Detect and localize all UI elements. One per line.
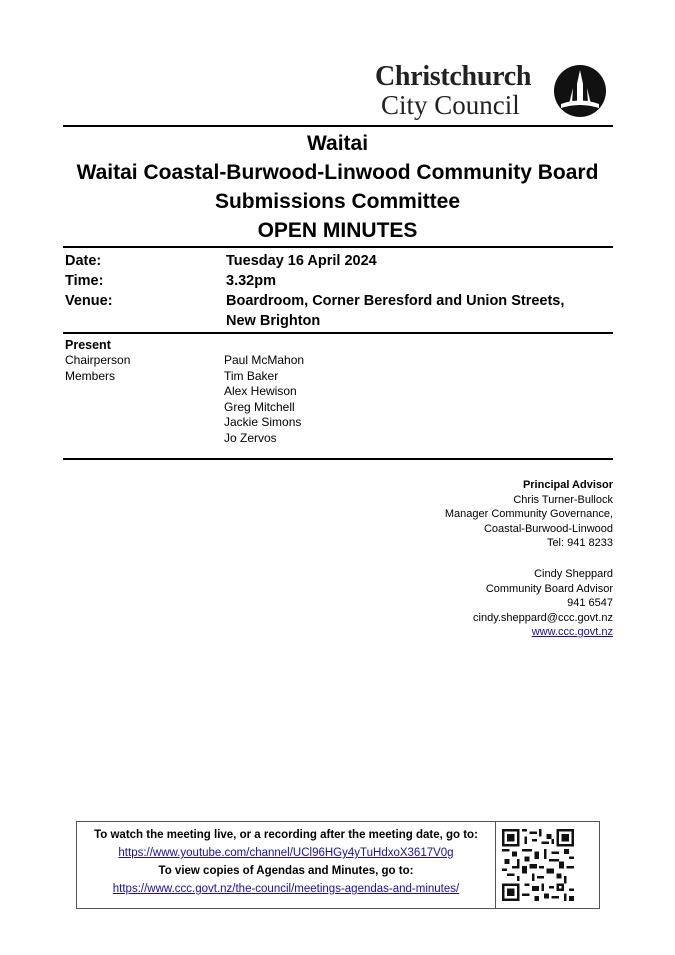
member-name: Jo Zervos [224,431,277,445]
title-rule [63,246,613,248]
logo-text-line2: City Council [381,90,520,120]
watch-instructions: To watch the meeting live, or a recording after the meeting date, go to: [94,829,478,841]
youtube-channel-link[interactable]: https://www.youtube.com/channel/UCl96HGy4yTuHdxoX3617V0g [118,847,454,859]
title-line-1: Waitai [306,132,369,155]
venue-line-1: Boardroom, Corner Beresford and Union Streets, [226,293,565,309]
present-rule [63,458,613,460]
board-advisor-phone: 941 6547 [567,597,613,609]
date-value: Tuesday 16 April 2024 [226,253,377,269]
agendas-minutes-link[interactable]: https://www.ccc.govt.nz/the-council/meetings-agendas-and-minutes/ [112,883,460,895]
venue-label: Venue: [65,293,113,309]
board-advisor-email: cindy.sheppard@ccc.govt.nz [473,611,613,624]
qr-code-icon [502,829,574,901]
member-name: Tim Baker [224,369,279,383]
time-label: Time: [65,273,104,289]
council-website-link[interactable]: www.ccc.govt.nz [531,626,613,638]
agenda-instructions: To view copies of Agendas and Minutes, go to: [158,865,414,877]
board-advisor-block [473,567,613,640]
present-heading: Present [65,338,111,352]
time-value: 3.32pm [226,273,276,289]
venue-line-2: New Brighton [226,313,321,329]
footer-box [76,821,600,909]
advisor-name: Chris Turner-Bullock [513,493,613,506]
chairperson-name: Paul McMahon [224,353,305,367]
advisor-title-line-2: Coastal-Burwood-Linwood [483,522,613,535]
chairperson-role: Chairperson [65,353,131,367]
members-role: Members [65,369,116,383]
board-advisor-name: Cindy Sheppard [534,568,613,580]
footer-divider [495,822,496,908]
principal-advisor-block [445,478,613,551]
principal-advisor-heading: Principal Advisor [522,479,613,491]
council-logo [375,62,615,122]
header-rule [63,125,613,127]
info-rule [63,332,613,334]
title-line-4: OPEN MINUTES [257,219,418,242]
board-advisor-title: Community Board Advisor [485,582,613,595]
advisor-phone: Tel: 941 8233 [546,537,613,549]
date-label: Date: [65,253,102,269]
member-name: Alex Hewison [224,384,297,398]
advisor-title-line-1: Manager Community Governance, [444,508,613,520]
title-line-2: Waitai Coastal-Burwood-Linwood Community Board [76,161,599,184]
member-name: Greg Mitchell [224,400,295,414]
logo-text-line1: Christchurch [375,61,532,92]
title-line-3: Submissions Committee [214,190,461,213]
cathedral-emblem-icon [553,64,607,118]
member-name: Jackie Simons [224,415,302,429]
footer-text [77,826,495,898]
